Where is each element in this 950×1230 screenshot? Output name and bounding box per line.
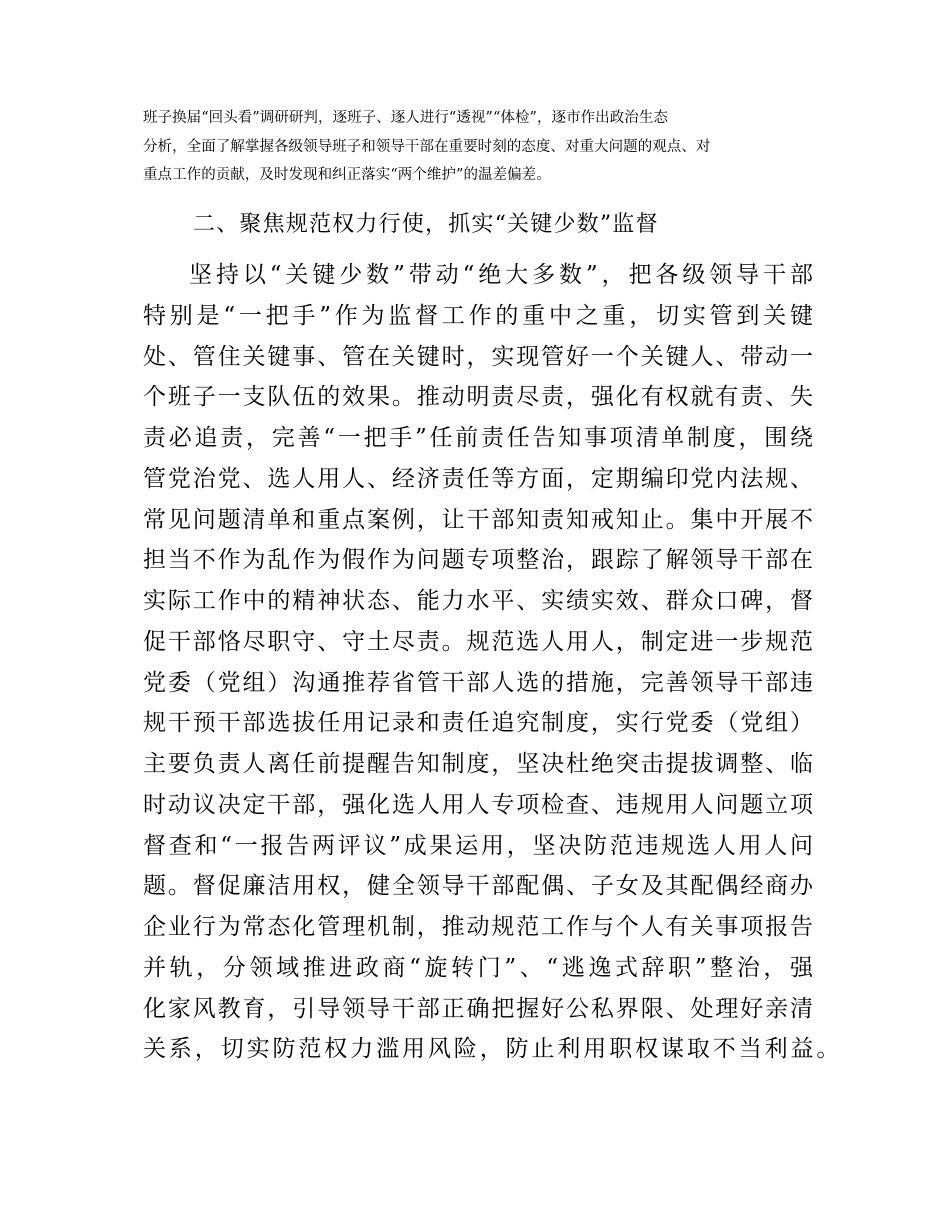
intro-line: 分析，全面了解掌握各级领导班子和领导干部在重要时刻的态度、对重大问题的观点、对	[143, 138, 711, 155]
body-line: 企业行为常态化管理机制，推动规范工作与个人有关事项报告	[143, 914, 813, 940]
body-line: 管党治党、选人用人、经济责任等方面，定期编印党内法规、	[143, 465, 813, 492]
body-line: 促干部恪尽职守、守土尽责。规范选人用人，制定进一步规范	[143, 628, 813, 655]
body-line: 处、管住关键事、管在关键时，实现管好一个关键人、带动一	[143, 343, 813, 370]
body-line: 督查和“一报告两评议”成果运用，坚决防范违规选人用人问	[143, 832, 813, 859]
body-line: 特别是“一把手”作为监督工作的重中之重，切实管到关键	[143, 302, 813, 329]
body-paragraph	[143, 255, 843, 1070]
body-line: 并轨，分领域推进政商“旋转门”、“逃逸式辞职”整治，强	[143, 954, 813, 981]
body-line: 题。督促廉洁用权，健全领导干部配偶、子女及其配偶经商办	[143, 873, 813, 900]
body-line: 责必追责，完善“一把手”任前责任告知事项清单制度，围绕	[143, 425, 813, 451]
intro-line: 班子换届“回头看”调研研判，逐班子、逐人进行“透视”“体检”，逐市作出政治生态	[143, 110, 668, 126]
intro-paragraph	[143, 104, 810, 190]
body-line: 担当不作为乱作为假作为问题专项整治，跟踪了解领导干部在	[143, 547, 813, 574]
body-line: 主要负责人离任前提醒告知制度，坚决杜绝突击提拔调整、临	[143, 751, 813, 777]
section-heading: 二、聚焦规范权力行使，抓实“关键少数”监督	[193, 212, 659, 237]
body-line: 个班子一支队伍的效果。推动明责尽责，强化有权就有责、失	[143, 384, 813, 411]
body-line: 常见问题清单和重点案例，让干部知责知戒知止。集中开展不	[143, 506, 813, 533]
body-line: 关系，切实防范权力滥用风险，防止利用职权谋取不当利益。	[143, 1036, 843, 1063]
body-line: 化家风教育，引导领导干部正确把握好公私界限、处理好亲清	[143, 995, 813, 1022]
body-line: 时动议决定干部，强化选人用人专项检查、违规用人问题立项	[143, 791, 813, 818]
body-line: 规干预干部选拔任用记录和责任追究制度，实行党委（党组）	[143, 710, 813, 737]
body-line: 党委（党组）沟通推荐省管干部人选的措施，完善领导干部违	[143, 669, 813, 696]
body-line: 实际工作中的精神状态、能力水平、实绩实效、群众口碑，督	[143, 588, 813, 614]
intro-line: 重点工作的贡献，及时发现和纠正落实“两个维护”的温差偏差。	[143, 167, 551, 183]
body-line: 坚持以“关键少数”带动“绝大多数”，把各级领导干部	[189, 262, 813, 288]
